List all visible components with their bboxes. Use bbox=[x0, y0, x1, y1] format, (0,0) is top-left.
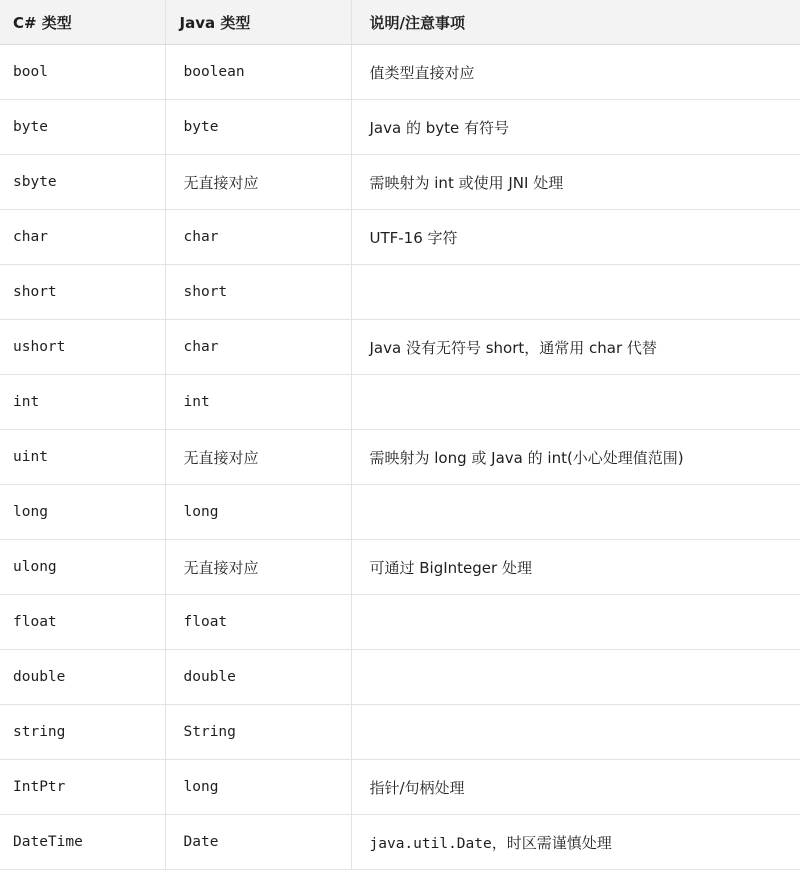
java-type-cell: float bbox=[165, 595, 351, 650]
note-cell bbox=[351, 650, 800, 705]
java-type-cell: long bbox=[165, 485, 351, 540]
java-type-cell: short bbox=[165, 265, 351, 320]
csharp-type-cell: DateTime bbox=[0, 815, 165, 870]
csharp-type-cell: uint bbox=[0, 430, 165, 485]
note-cell bbox=[351, 705, 800, 760]
java-type-cell: String bbox=[165, 705, 351, 760]
java-type-cell: char bbox=[165, 320, 351, 375]
java-type-cell: char bbox=[165, 210, 351, 265]
header-row bbox=[0, 0, 800, 45]
csharp-type-cell: string bbox=[0, 705, 165, 760]
note-cell bbox=[351, 265, 800, 320]
csharp-type-cell: double bbox=[0, 650, 165, 705]
csharp-type-cell: sbyte bbox=[0, 155, 165, 210]
note-cell: 值类型直接对应 bbox=[351, 45, 800, 100]
table-header bbox=[0, 0, 800, 45]
table-row bbox=[0, 375, 800, 430]
csharp-type-cell: byte bbox=[0, 100, 165, 155]
csharp-type-cell: long bbox=[0, 485, 165, 540]
note-cell: Java 没有无符号 short，通常用 char 代替 bbox=[351, 320, 800, 375]
note-cell bbox=[351, 375, 800, 430]
table-row bbox=[0, 430, 800, 485]
java-type-cell: int bbox=[165, 375, 351, 430]
table-row bbox=[0, 815, 800, 870]
table-row bbox=[0, 595, 800, 650]
java-type-cell: 无直接对应 bbox=[165, 540, 351, 595]
java-type-cell: 无直接对应 bbox=[165, 430, 351, 485]
table-row bbox=[0, 265, 800, 320]
note-cell: 需映射为 int 或使用 JNI 处理 bbox=[351, 155, 800, 210]
header-java-type: Java 类型 bbox=[165, 0, 351, 45]
table-row bbox=[0, 210, 800, 265]
note-code: java.util.Date bbox=[369, 835, 492, 852]
table-row bbox=[0, 100, 800, 155]
note-cell bbox=[351, 485, 800, 540]
table-row bbox=[0, 705, 800, 760]
csharp-type-cell: float bbox=[0, 595, 165, 650]
note-cell: 指针/句柄处理 bbox=[351, 760, 800, 815]
csharp-type-cell: int bbox=[0, 375, 165, 430]
table-row bbox=[0, 45, 800, 100]
csharp-type-cell: bool bbox=[0, 45, 165, 100]
java-type-cell: boolean bbox=[165, 45, 351, 100]
table-row bbox=[0, 320, 800, 375]
csharp-type-cell: ushort bbox=[0, 320, 165, 375]
note-text: ，时区需谨慎处理 bbox=[491, 833, 612, 852]
csharp-type-cell: IntPtr bbox=[0, 760, 165, 815]
java-type-cell: double bbox=[165, 650, 351, 705]
header-csharp-type: C# 类型 bbox=[0, 0, 165, 45]
note-cell: 可通过 BigInteger 处理 bbox=[351, 540, 800, 595]
table-row bbox=[0, 155, 800, 210]
table-row bbox=[0, 540, 800, 595]
header-notes: 说明/注意事项 bbox=[351, 0, 800, 45]
java-type-cell: byte bbox=[165, 100, 351, 155]
java-type-cell: long bbox=[165, 760, 351, 815]
java-type-cell: 无直接对应 bbox=[165, 155, 351, 210]
csharp-type-cell: ulong bbox=[0, 540, 165, 595]
table-row bbox=[0, 650, 800, 705]
note-cell: UTF-16 字符 bbox=[351, 210, 800, 265]
java-type-cell: Date bbox=[165, 815, 351, 870]
table-body bbox=[0, 45, 800, 870]
note-cell bbox=[351, 815, 800, 870]
table-row bbox=[0, 485, 800, 540]
note-cell: 需映射为 long 或 Java 的 int(小心处理值范围) bbox=[351, 430, 800, 485]
csharp-type-cell: short bbox=[0, 265, 165, 320]
note-cell bbox=[351, 595, 800, 650]
csharp-type-cell: char bbox=[0, 210, 165, 265]
table-row bbox=[0, 760, 800, 815]
note-cell: Java 的 byte 有符号 bbox=[351, 100, 800, 155]
